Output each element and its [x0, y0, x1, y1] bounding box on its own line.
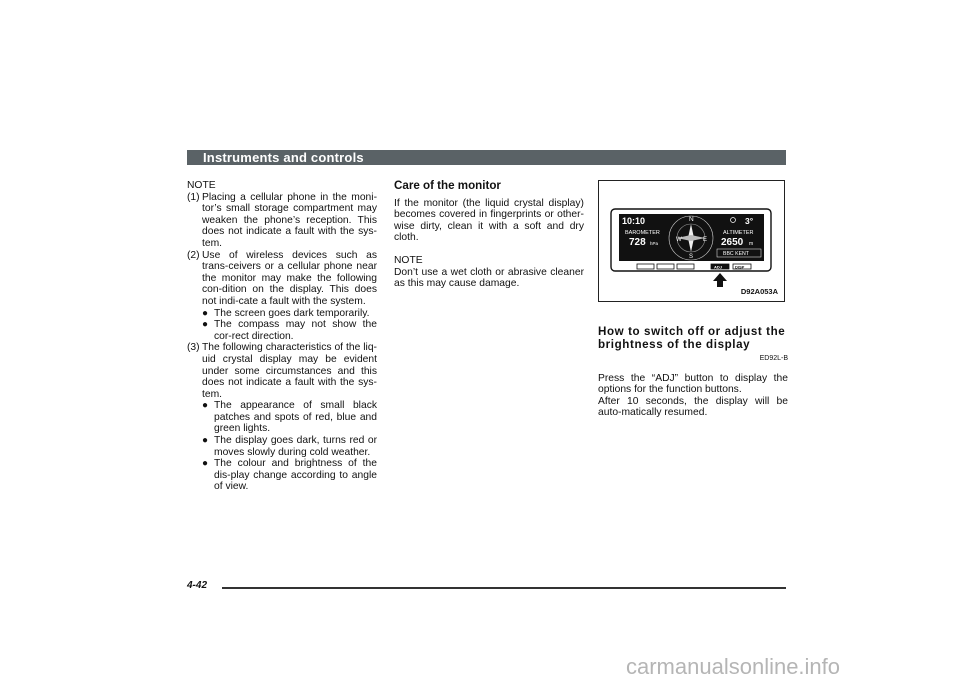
display-paragraph-2: After 10 seconds, the display will be auto-matically resumed. — [598, 395, 788, 419]
bullet-item: ● The appearance of small black patches and spots of red, blue and green lights. — [202, 400, 377, 435]
item-text: Use of wireless devices such as trans-ceivers or a cellular phone near the monitor may make the following con-dition on the display. This does not indi-cate a fault with the system. — [202, 249, 377, 307]
figure-code: D92A053A — [740, 287, 778, 297]
bullet-item: ● The colour and brightness of the dis-play change according to angle of view. — [202, 458, 377, 493]
display-column — [598, 180, 788, 419]
function-button-1 — [637, 264, 654, 269]
compass-w: W — [676, 237, 682, 243]
compass-e: E — [703, 237, 708, 243]
section-title: Instruments and controls — [203, 150, 364, 165]
watermark: carmanualsonline.info — [626, 654, 841, 679]
monitor-drawing — [599, 181, 784, 301]
note-text: Don’t use a wet cloth or abrasive cleaner as this may cause damage. — [394, 266, 584, 290]
notes-column — [187, 180, 377, 493]
bullet-item: ● The screen goes dark temporarily. — [202, 307, 370, 319]
monitor-illustration — [598, 180, 785, 302]
display-heading: How to switch off or adjust the brightness of the display — [598, 325, 786, 351]
temperature-readout: 3° — [745, 216, 754, 226]
section-header — [187, 150, 786, 165]
bullet-icon: ● — [202, 458, 209, 470]
altimeter-label: ALTIMETER — [723, 230, 754, 236]
bullet-icon: ● — [202, 435, 209, 447]
note-item-3 — [187, 342, 377, 493]
disp-button-label: DISP — [735, 264, 745, 270]
barometer-label: BAROMETER — [625, 230, 660, 236]
note-item-1 — [187, 192, 377, 250]
barometer-unit: hPa — [650, 241, 659, 246]
barometer-value: 728 — [629, 237, 646, 248]
arrow-up-icon — [713, 273, 727, 287]
section-code: ED92L-B — [759, 355, 788, 362]
item-text: The following characteristics of the liq-uid crystal display may be evident under some circumstances and this does not indicate a fault with the sys-tem. — [202, 342, 377, 400]
care-paragraph: If the monitor (the liquid crystal display) becomes covered in fingerprints or other-wise dirty, clean it with a soft and dry cloth. — [394, 197, 584, 244]
compass-s: S — [689, 254, 694, 260]
bullet-item: ● The display goes dark, turns red or moves slowly during cold weather. — [202, 435, 377, 458]
care-column — [394, 180, 584, 290]
bullet-icon: ● — [202, 307, 209, 319]
altimeter-value: 2650 — [721, 237, 744, 248]
bullet-item: ● The compass may not show the cor-rect direction. — [202, 319, 377, 342]
item-text: Placing a cellular phone in the moni-tor’s small storage compartment may weaken the phone’s reception. This does not indicate a fault with the sys-tem. — [202, 191, 377, 249]
page-number: 4-42 — [187, 580, 208, 591]
item-number: (1) — [187, 191, 200, 203]
function-button-3 — [677, 264, 694, 269]
note-title: NOTE — [394, 254, 423, 266]
display-paragraph-1: Press the “ADJ” button to display the options for the function buttons. — [598, 372, 788, 396]
note-item-2 — [187, 250, 377, 343]
bullet-icon: ● — [202, 400, 209, 412]
clock-readout: 10:10 — [622, 216, 646, 226]
compass-n: N — [689, 216, 694, 223]
altimeter-unit: m — [749, 241, 754, 247]
bullet-icon: ● — [202, 319, 209, 331]
function-button-2 — [657, 264, 674, 269]
note-title: NOTE — [187, 180, 216, 191]
radio-station: BBC KENT — [723, 251, 749, 257]
adj-button-label: ADJ — [714, 264, 723, 270]
footer-divider — [222, 587, 786, 589]
item-number: (3) — [187, 342, 200, 354]
care-heading: Care of the monitor — [394, 179, 501, 192]
item-number: (2) — [187, 249, 200, 261]
